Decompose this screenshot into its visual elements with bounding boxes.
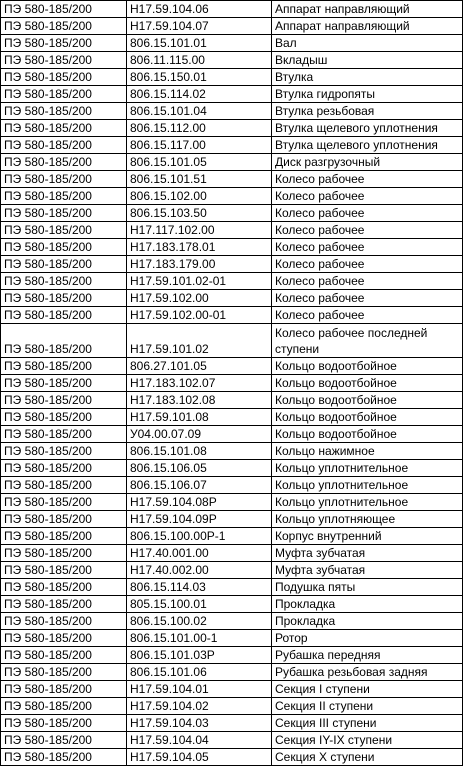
pump-model-cell[interactable]: ПЭ 580-185/200 xyxy=(1,545,127,562)
part-number-cell[interactable]: 806.15.103.50 xyxy=(127,205,272,222)
part-name-cell[interactable]: Кольцо водоотбойное xyxy=(272,392,463,409)
pump-model-cell[interactable]: ПЭ 580-185/200 xyxy=(1,579,127,596)
pump-model-cell[interactable]: ПЭ 580-185/200 xyxy=(1,392,127,409)
part-number-cell[interactable]: 806.15.101.00-1 xyxy=(127,630,272,647)
part-name-cell[interactable]: Колесо рабочее последней ступени xyxy=(272,324,463,358)
part-number-cell[interactable]: 806.15.101.51 xyxy=(127,171,272,188)
part-number-cell[interactable]: 805.15.100.01 xyxy=(127,596,272,613)
part-name-cell[interactable]: Кольцо водоотбойное xyxy=(272,426,463,443)
pump-model-cell[interactable]: ПЭ 580-185/200 xyxy=(1,596,127,613)
part-number-cell[interactable]: 806.15.101.01 xyxy=(127,35,272,52)
table-row xyxy=(1,732,463,749)
pump-model-cell[interactable]: ПЭ 580-185/200 xyxy=(1,630,127,647)
table-row xyxy=(1,579,463,596)
part-number-cell[interactable]: Н17.59.102.00-01 xyxy=(127,307,272,324)
table-row xyxy=(1,137,463,154)
pump-model-cell[interactable]: ПЭ 580-185/200 xyxy=(1,86,127,103)
part-name-cell[interactable]: Колесо рабочее xyxy=(272,171,463,188)
part-name-cell[interactable]: Кольцо уплотняющее xyxy=(272,511,463,528)
table-row xyxy=(1,171,463,188)
table-row xyxy=(1,409,463,426)
table-row xyxy=(1,596,463,613)
table-row xyxy=(1,545,463,562)
table-row xyxy=(1,358,463,375)
part-number-cell[interactable]: Н17.59.101.08 xyxy=(127,409,272,426)
pump-model-cell[interactable]: ПЭ 580-185/200 xyxy=(1,443,127,460)
part-number-cell[interactable]: 806.15.100.00Р-1 xyxy=(127,528,272,545)
table-row xyxy=(1,477,463,494)
part-name-cell[interactable]: Ротор xyxy=(272,630,463,647)
pump-model-cell[interactable]: ПЭ 580-185/200 xyxy=(1,1,127,18)
part-number-cell[interactable]: 806.15.114.02 xyxy=(127,86,272,103)
table-row xyxy=(1,562,463,579)
pump-model-cell[interactable]: ПЭ 580-185/200 xyxy=(1,664,127,681)
part-number-cell[interactable]: Н17.59.104.03 xyxy=(127,715,272,732)
pump-model-cell[interactable]: ПЭ 580-185/200 xyxy=(1,511,127,528)
table-row xyxy=(1,35,463,52)
table-row xyxy=(1,681,463,698)
pump-model-cell[interactable]: ПЭ 580-185/200 xyxy=(1,171,127,188)
table-row xyxy=(1,273,463,290)
pump-model-cell[interactable]: ПЭ 580-185/200 xyxy=(1,375,127,392)
part-number-cell[interactable]: Н17.59.104.07 xyxy=(127,18,272,35)
part-number-cell[interactable]: Н17.59.104.04 xyxy=(127,732,272,749)
pump-model-cell[interactable]: ПЭ 580-185/200 xyxy=(1,528,127,545)
table-row xyxy=(1,69,463,86)
part-number-cell[interactable]: Н17.183.102.07 xyxy=(127,375,272,392)
part-name-cell[interactable]: Диск разгрузочный xyxy=(272,154,463,171)
table-row xyxy=(1,511,463,528)
pump-model-cell[interactable]: ПЭ 580-185/200 xyxy=(1,409,127,426)
part-number-cell[interactable]: Н17.183.178.01 xyxy=(127,239,272,256)
table-row xyxy=(1,528,463,545)
pump-model-cell[interactable]: ПЭ 580-185/200 xyxy=(1,613,127,630)
pump-model-cell[interactable]: ПЭ 580-185/200 xyxy=(1,749,127,766)
pump-model-cell[interactable]: ПЭ 580-185/200 xyxy=(1,460,127,477)
part-number-cell[interactable]: Н17.117.102.00 xyxy=(127,222,272,239)
part-name-cell[interactable]: Прокладка xyxy=(272,613,463,630)
pump-model-cell[interactable]: ПЭ 580-185/200 xyxy=(1,18,127,35)
part-name-cell[interactable]: Вкладыш xyxy=(272,52,463,69)
part-name-cell[interactable]: Секция III ступени xyxy=(272,715,463,732)
part-name-cell[interactable]: Муфта зубчатая xyxy=(272,562,463,579)
table-row xyxy=(1,290,463,307)
table-row xyxy=(1,613,463,630)
part-number-cell[interactable]: Н17.59.104.01 xyxy=(127,681,272,698)
table-row xyxy=(1,392,463,409)
table-row xyxy=(1,239,463,256)
pump-model-cell[interactable]: ПЭ 580-185/200 xyxy=(1,52,127,69)
part-name-cell[interactable]: Колесо рабочее xyxy=(272,205,463,222)
part-number-cell[interactable]: 806.27.101.05 xyxy=(127,358,272,375)
part-number-cell[interactable]: Н17.40.001.00 xyxy=(127,545,272,562)
part-name-cell[interactable]: Втулка резьбовая xyxy=(272,103,463,120)
part-number-cell[interactable]: 806.15.101.03Р xyxy=(127,647,272,664)
part-number-cell[interactable]: 806.11.115.00 xyxy=(127,52,272,69)
table-row xyxy=(1,426,463,443)
pump-model-cell[interactable]: ПЭ 580-185/200 xyxy=(1,103,127,120)
part-name-cell[interactable]: Секция X ступени xyxy=(272,749,463,766)
table-row xyxy=(1,749,463,766)
part-name-cell[interactable]: Аппарат направляющий xyxy=(272,1,463,18)
part-number-cell[interactable]: 806.15.117.00 xyxy=(127,137,272,154)
part-name-cell[interactable]: Муфта зубчатая xyxy=(272,545,463,562)
part-number-cell[interactable]: Н17.59.101.02-01 xyxy=(127,273,272,290)
table-row xyxy=(1,324,463,358)
table-row xyxy=(1,52,463,69)
part-name-cell[interactable]: Прокладка xyxy=(272,596,463,613)
part-name-cell[interactable]: Колесо рабочее xyxy=(272,273,463,290)
part-number-cell[interactable]: Н17.59.104.08Р xyxy=(127,494,272,511)
pump-model-cell[interactable]: ПЭ 580-185/200 xyxy=(1,681,127,698)
table-row xyxy=(1,1,463,18)
pump-model-cell[interactable]: ПЭ 580-185/200 xyxy=(1,307,127,324)
part-number-cell[interactable]: 806.15.101.04 xyxy=(127,103,272,120)
part-name-cell[interactable]: Колесо рабочее xyxy=(272,188,463,205)
pump-model-cell[interactable]: ПЭ 580-185/200 xyxy=(1,494,127,511)
part-name-cell[interactable]: Колесо рабочее xyxy=(272,290,463,307)
table-row xyxy=(1,256,463,273)
pump-model-cell[interactable]: ПЭ 580-185/200 xyxy=(1,120,127,137)
part-name-cell[interactable]: Колесо рабочее xyxy=(272,239,463,256)
table-row xyxy=(1,188,463,205)
table-row xyxy=(1,375,463,392)
table-row xyxy=(1,222,463,239)
table-row xyxy=(1,460,463,477)
part-name-cell[interactable]: Подушка пяты xyxy=(272,579,463,596)
part-name-cell[interactable]: Вал xyxy=(272,35,463,52)
pump-model-cell[interactable]: ПЭ 580-185/200 xyxy=(1,137,127,154)
part-number-cell[interactable]: У04.00.07.09 xyxy=(127,426,272,443)
pump-model-cell[interactable]: ПЭ 580-185/200 xyxy=(1,239,127,256)
pump-model-cell[interactable]: ПЭ 580-185/200 xyxy=(1,35,127,52)
table-row xyxy=(1,18,463,35)
pump-model-cell[interactable]: ПЭ 580-185/200 xyxy=(1,324,127,358)
part-name-cell[interactable]: Кольцо нажимное xyxy=(272,443,463,460)
part-number-cell[interactable]: Н17.59.104.06 xyxy=(127,1,272,18)
part-number-cell[interactable]: Н17.183.179.00 xyxy=(127,256,272,273)
part-number-cell[interactable]: 806.15.102.00 xyxy=(127,188,272,205)
table-row xyxy=(1,154,463,171)
part-number-cell[interactable]: 806.15.106.05 xyxy=(127,460,272,477)
table-row xyxy=(1,698,463,715)
table-row xyxy=(1,120,463,137)
table-row xyxy=(1,103,463,120)
part-number-cell[interactable]: 806.15.114.03 xyxy=(127,579,272,596)
part-number-cell[interactable]: Н17.40.002.00 xyxy=(127,562,272,579)
part-number-cell[interactable]: 806.15.106.07 xyxy=(127,477,272,494)
part-name-cell[interactable]: Секция IY-IX ступени xyxy=(272,732,463,749)
part-number-cell[interactable]: 806.15.101.06 xyxy=(127,664,272,681)
part-number-cell[interactable]: Н17.183.102.08 xyxy=(127,392,272,409)
part-name-cell[interactable]: Втулка xyxy=(272,69,463,86)
pump-model-cell[interactable]: ПЭ 580-185/200 xyxy=(1,732,127,749)
part-number-cell[interactable]: Н17.59.102.00 xyxy=(127,290,272,307)
part-name-cell[interactable]: Секция I ступени xyxy=(272,681,463,698)
pump-model-cell[interactable]: ПЭ 580-185/200 xyxy=(1,426,127,443)
part-number-cell[interactable]: 806.15.150.01 xyxy=(127,69,272,86)
table-row xyxy=(1,307,463,324)
pump-model-cell[interactable]: ПЭ 580-185/200 xyxy=(1,477,127,494)
part-name-cell[interactable]: Рубашка передняя xyxy=(272,647,463,664)
pump-model-cell[interactable]: ПЭ 580-185/200 xyxy=(1,562,127,579)
part-name-cell[interactable]: Колесо рабочее xyxy=(272,222,463,239)
table-row xyxy=(1,494,463,511)
part-name-cell[interactable]: Колесо рабочее xyxy=(272,256,463,273)
table-row xyxy=(1,664,463,681)
table-row xyxy=(1,715,463,732)
part-name-cell[interactable]: Аппарат направляющий xyxy=(272,18,463,35)
part-name-cell[interactable]: Кольцо водоотбойное xyxy=(272,358,463,375)
part-name-cell[interactable]: Втулка гидропяты xyxy=(272,86,463,103)
table-row xyxy=(1,205,463,222)
pump-model-cell[interactable]: ПЭ 580-185/200 xyxy=(1,188,127,205)
part-name-cell[interactable]: Кольцо водоотбойное xyxy=(272,409,463,426)
pump-model-cell[interactable]: ПЭ 580-185/200 xyxy=(1,273,127,290)
pump-model-cell[interactable]: ПЭ 580-185/200 xyxy=(1,358,127,375)
part-number-cell[interactable]: Н17.59.104.05 xyxy=(127,749,272,766)
pump-model-cell[interactable]: ПЭ 580-185/200 xyxy=(1,69,127,86)
table-row xyxy=(1,443,463,460)
pump-model-cell[interactable]: ПЭ 580-185/200 xyxy=(1,222,127,239)
part-number-cell[interactable]: 806.15.100.02 xyxy=(127,613,272,630)
pump-model-cell[interactable]: ПЭ 580-185/200 xyxy=(1,205,127,222)
part-name-cell[interactable]: Кольцо водоотбойное xyxy=(272,375,463,392)
pump-model-cell[interactable]: ПЭ 580-185/200 xyxy=(1,290,127,307)
pump-model-cell[interactable]: ПЭ 580-185/200 xyxy=(1,647,127,664)
part-name-cell[interactable]: Колесо рабочее xyxy=(272,307,463,324)
parts-table-body xyxy=(1,1,463,766)
part-number-cell[interactable]: 806.15.101.05 xyxy=(127,154,272,171)
table-row xyxy=(1,647,463,664)
table-row xyxy=(1,86,463,103)
part-name-cell[interactable]: Кольцо уплотнительное xyxy=(272,494,463,511)
pump-model-cell[interactable]: ПЭ 580-185/200 xyxy=(1,715,127,732)
part-name-cell[interactable]: Кольцо уплотнительное xyxy=(272,460,463,477)
part-number-cell[interactable]: 806.15.101.08 xyxy=(127,443,272,460)
pump-model-cell[interactable]: ПЭ 580-185/200 xyxy=(1,256,127,273)
part-name-cell[interactable]: Кольцо уплотнительное xyxy=(272,477,463,494)
part-name-cell[interactable]: Секция II ступени xyxy=(272,698,463,715)
pump-model-cell[interactable]: ПЭ 580-185/200 xyxy=(1,154,127,171)
part-name-cell[interactable]: Втулка щелевого уплотнения xyxy=(272,137,463,154)
part-number-cell[interactable]: Н17.59.104.09Р xyxy=(127,511,272,528)
part-name-cell[interactable]: Втулка щелевого уплотнения xyxy=(272,120,463,137)
part-name-cell[interactable]: Корпус внутренний xyxy=(272,528,463,545)
part-name-cell[interactable]: Рубашка резьбовая задняя xyxy=(272,664,463,681)
table-row xyxy=(1,630,463,647)
part-number-cell[interactable]: Н17.59.104.02 xyxy=(127,698,272,715)
part-number-cell[interactable]: Н17.59.101.02 xyxy=(127,324,272,358)
part-number-cell[interactable]: 806.15.112.00 xyxy=(127,120,272,137)
pump-model-cell[interactable]: ПЭ 580-185/200 xyxy=(1,698,127,715)
